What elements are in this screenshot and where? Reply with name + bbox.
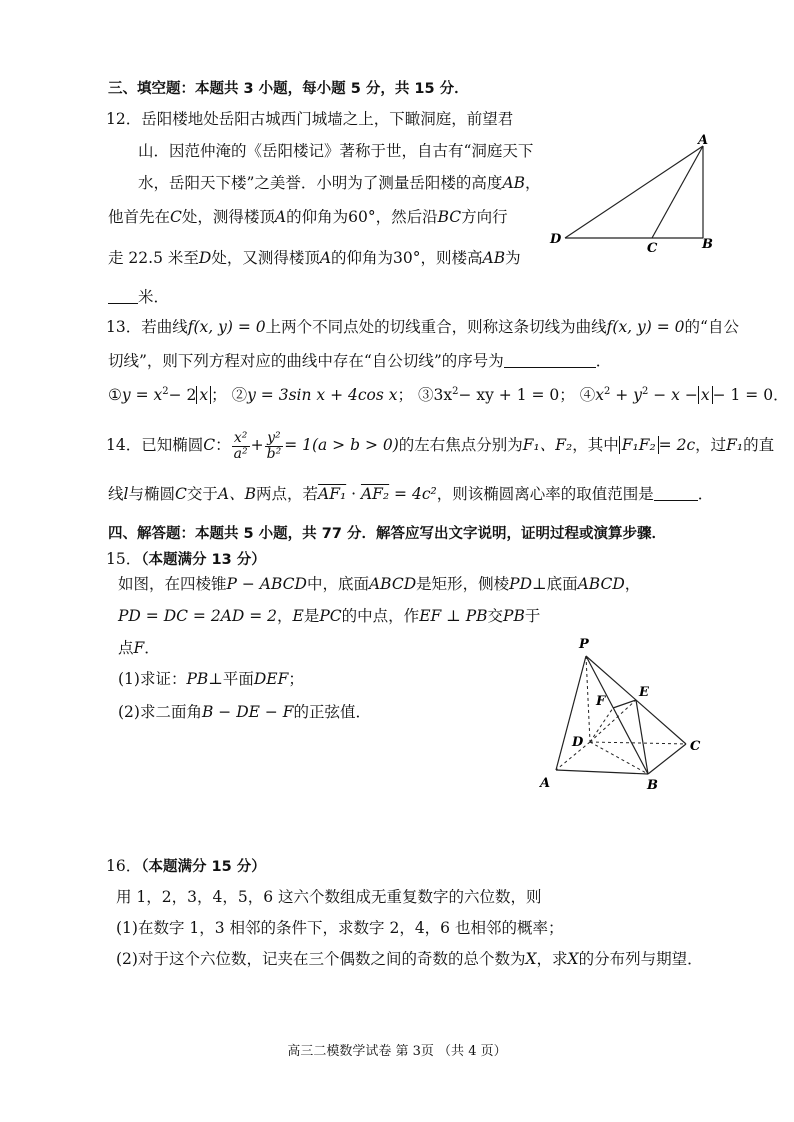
q15-label-d: D: [572, 735, 584, 750]
q15-part-2: (2)求二面角B − DE − F的正弦值．: [118, 703, 372, 721]
q16-part-1: (1)在数字 1，3 相邻的条件下，求数字 2，4，6 也相邻的概率；: [116, 919, 564, 937]
q15-label-e: E: [639, 685, 649, 700]
q14-line-1: 14．已知椭圆C： $\frac{\text{x²}}{\text{a²}}$ + $\frac{\text{y²}}{\text{b²}}$ = 1(a > b > 0)的左右焦点分别为F₁、F₂，其中 F₁F₂ = 2c，过F₁的直: [106, 429, 775, 462]
q16-line-1: 用 1，2，3，4，5，6 这六个数组成无重复数字的六位数，则: [116, 888, 542, 906]
q13-option-3: $③3x^2-$ xy + 1 = 0；: [417, 385, 575, 404]
q12-label-a: A: [698, 133, 709, 148]
q13-option-2: ②y = 3sin x + 4cos x；: [231, 386, 414, 404]
q15-line-3: 点F．: [118, 639, 160, 657]
q13-options: [108, 384, 789, 406]
q12-line-da: [565, 146, 703, 238]
q12-label-d: D: [550, 232, 562, 247]
q15-label-c: C: [690, 739, 701, 754]
q16-part-2: (2)对于这个六位数，记夹在三个偶数之间的奇数的总个数为X，求X的分布列与期望．: [116, 950, 703, 968]
q12-line-1: 12．岳阳楼地处岳阳古城西门城墙之上，下瞰洞庭，前望君: [106, 110, 514, 128]
q13-option-4: $④x^2 + y^2 - x - x - 1 = 0$．: [579, 385, 789, 404]
q14-fraction-y: $\frac{\text{y²}}{\text{b²}}$: [266, 429, 282, 462]
q15-edge-ab: [556, 770, 648, 774]
q15-label-b: B: [647, 778, 658, 793]
q14-fraction-x: $\frac{\text{x²}}{\text{a²}}$: [233, 429, 248, 462]
q13-option-1: ①y = $x^2- 2$ x ；: [108, 385, 227, 404]
q15-header: 15．（本题满分 13 分）: [106, 550, 266, 568]
q12-answer-blank[interactable]: [108, 287, 138, 304]
q15-label-p: P: [579, 637, 589, 652]
q15-edge-dc: [590, 742, 686, 744]
q15-figure: [530, 630, 720, 795]
q12-line-5: 走 22.5 米至D处，又测得楼顶A的仰角为30°，则楼高AB为: [108, 249, 521, 267]
q12-number: 12．: [106, 110, 142, 128]
q14-line-2: 线l与椭圆C交于A、B两点，若AF₁ · AF₂ = 4c²，则该椭圆离心率的取值范围是 ．: [108, 485, 714, 503]
q12-line-3: 水，岳阳天下楼”之美誉．小明为了测量岳阳楼的高度AB，: [138, 174, 541, 192]
section4-heading: 四、解答题：本题共 5 小题，共 77 分．解答应写出文字说明，证明过程或演算步骤．: [108, 526, 666, 542]
q16-header: 16．（本题满分 15 分）: [106, 857, 266, 875]
q13-answer-blank[interactable]: [504, 351, 596, 368]
q13-line-2: 切线”，则下列方程对应的曲线中存在“自公切线”的序号为 ．: [108, 352, 612, 370]
q12-line-2: 山．因范仲淹的《岳阳楼记》著称于世，自古有“洞庭天下: [138, 142, 534, 160]
q13-line-1: 13．若曲线f(x, y) = 0上两个不同点处的切线重合，则称这条切线为曲线f(x, y) = 0的“自公: [106, 318, 739, 336]
q15-label-f: F: [596, 694, 606, 709]
q15-edge-pa: [556, 656, 586, 770]
q12-line-4: 他首先在C处，测得楼顶A的仰角为60°，然后沿BC方向行: [108, 208, 508, 226]
q12-line-ca: [652, 146, 703, 238]
q15-label-a: A: [540, 776, 551, 791]
q15-number: 15．: [106, 550, 142, 568]
q14-answer-blank[interactable]: [654, 484, 698, 501]
q14-number: 14．: [106, 436, 142, 454]
q15-part-1: (1)求证：PB⊥平面DEF；: [118, 670, 304, 688]
q12-line-6: 米．: [108, 286, 169, 308]
q13-number: 13．: [106, 318, 142, 336]
q12-label-c: C: [647, 241, 658, 256]
q15-edge-pd: [586, 656, 590, 742]
q15-edge-bc: [648, 744, 686, 774]
section3-heading: 三、填空题：本题共 3 小题，每小题 5 分，共 15 分．: [108, 81, 469, 97]
q12-figure: [540, 132, 725, 257]
q16-number: 16．: [106, 857, 142, 875]
page-footer: 高三二模数学试卷 第 3页 （共 4 页）: [287, 1044, 507, 1059]
q15-line-1: 如图，在四棱锥P − ABCD中，底面ABCD是矩形，侧棱PD⊥底面ABCD，: [118, 575, 641, 593]
q12-label-b: B: [702, 237, 713, 252]
q15-edge-fe: [613, 700, 636, 708]
q15-edge-df: [590, 708, 613, 742]
q15-line-2: PD = DC = 2AD = 2，E是PC的中点，作EF ⊥ PB交PB于: [118, 607, 541, 625]
